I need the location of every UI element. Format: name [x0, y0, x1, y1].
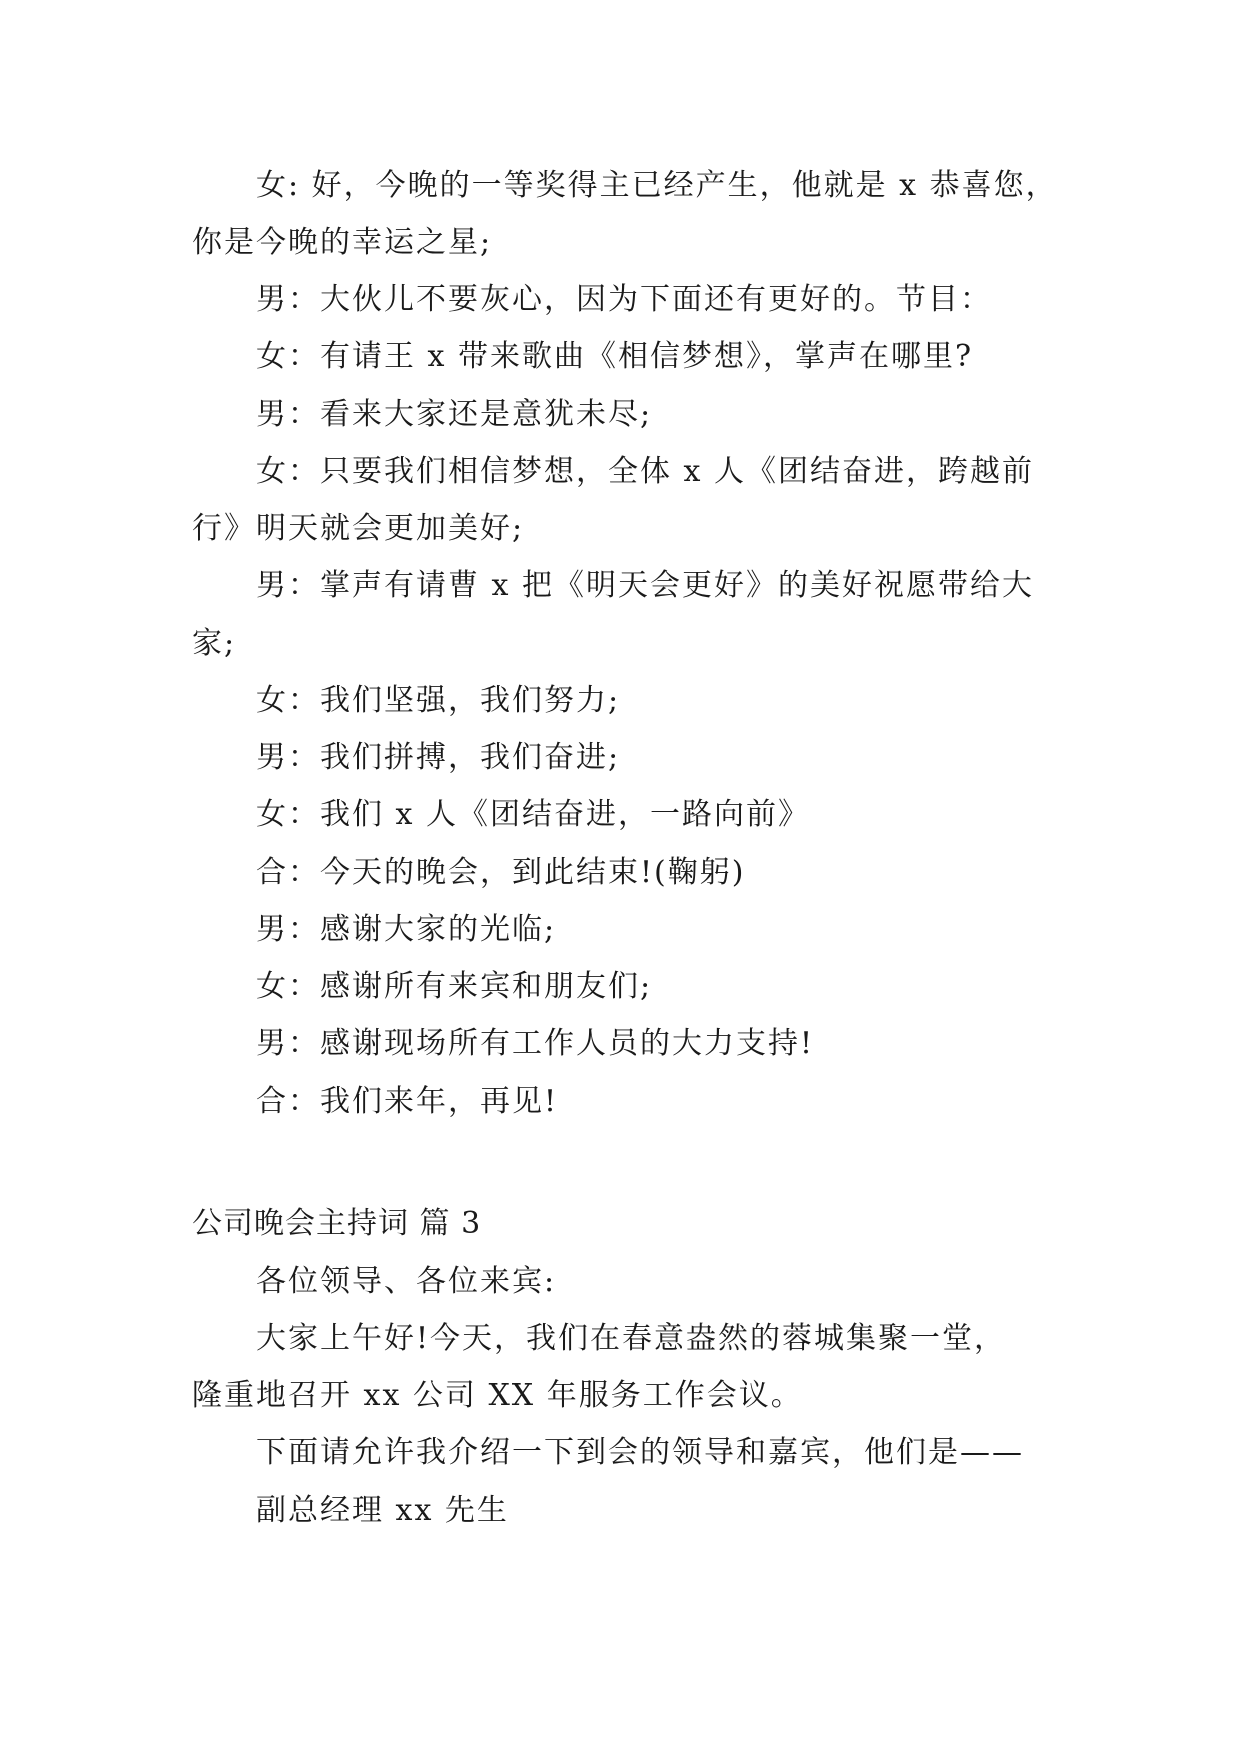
dialogue-line-continued: 家; — [192, 626, 237, 661]
dialogue-line: 男：看来大家还是意犹未尽; — [256, 397, 653, 432]
dialogue-line: 男：我们拼搏，我们奋进; — [256, 740, 621, 775]
paragraph-line: 各位领导、各位来宾: — [256, 1264, 557, 1299]
paragraph-line: 大家上午好!今天，我们在春意盎然的蓉城集聚一堂， — [256, 1321, 1007, 1356]
dialogue-line: 女：感谢所有来宾和朋友们; — [256, 969, 653, 1004]
dialogue-line: 男：大伙儿不要灰心，因为下面还有更好的。节目： — [256, 282, 992, 317]
dialogue-line: 男：掌声有请曹 x 把《明天会更好》的美好祝愿带给大 — [256, 568, 1034, 603]
paragraph-line: 下面请允许我介绍一下到会的领导和嘉宾，他们是—— — [256, 1435, 1024, 1470]
dialogue-line-continued: 行》明天就会更加美好; — [192, 511, 525, 546]
dialogue-line: 女：只要我们相信梦想，全体 x 人《团结奋进，跨越前 — [256, 454, 1034, 489]
dialogue-line: 女：有请王 x 带来歌曲《相信梦想》，掌声在哪里? — [256, 339, 974, 374]
dialogue-line: 男：感谢现场所有工作人员的大力支持! — [256, 1026, 815, 1061]
paragraph-line: 副总经理 xx 先生 — [256, 1493, 509, 1528]
section-heading: 公司晚会主持词 篇 3 — [192, 1206, 482, 1241]
paragraph-line-continued: 隆重地召开 xx 公司 XX 年服务工作会议。 — [192, 1378, 803, 1413]
dialogue-line: 合：今天的晚会，到此结束!(鞠躬) — [256, 855, 746, 890]
dialogue-line: 女：我们 x 人《团结奋进，一路向前》 — [256, 797, 810, 832]
dialogue-line: 女: 好，今晚的一等奖得主已经产生，他就是 x 恭喜您， — [256, 168, 1058, 203]
dialogue-line-continued: 你是今晚的幸运之星; — [192, 225, 493, 260]
dialogue-line: 女：我们坚强，我们努力; — [256, 683, 621, 718]
dialogue-line: 合：我们来年，再见! — [256, 1084, 559, 1119]
dialogue-line: 男：感谢大家的光临; — [256, 912, 557, 947]
